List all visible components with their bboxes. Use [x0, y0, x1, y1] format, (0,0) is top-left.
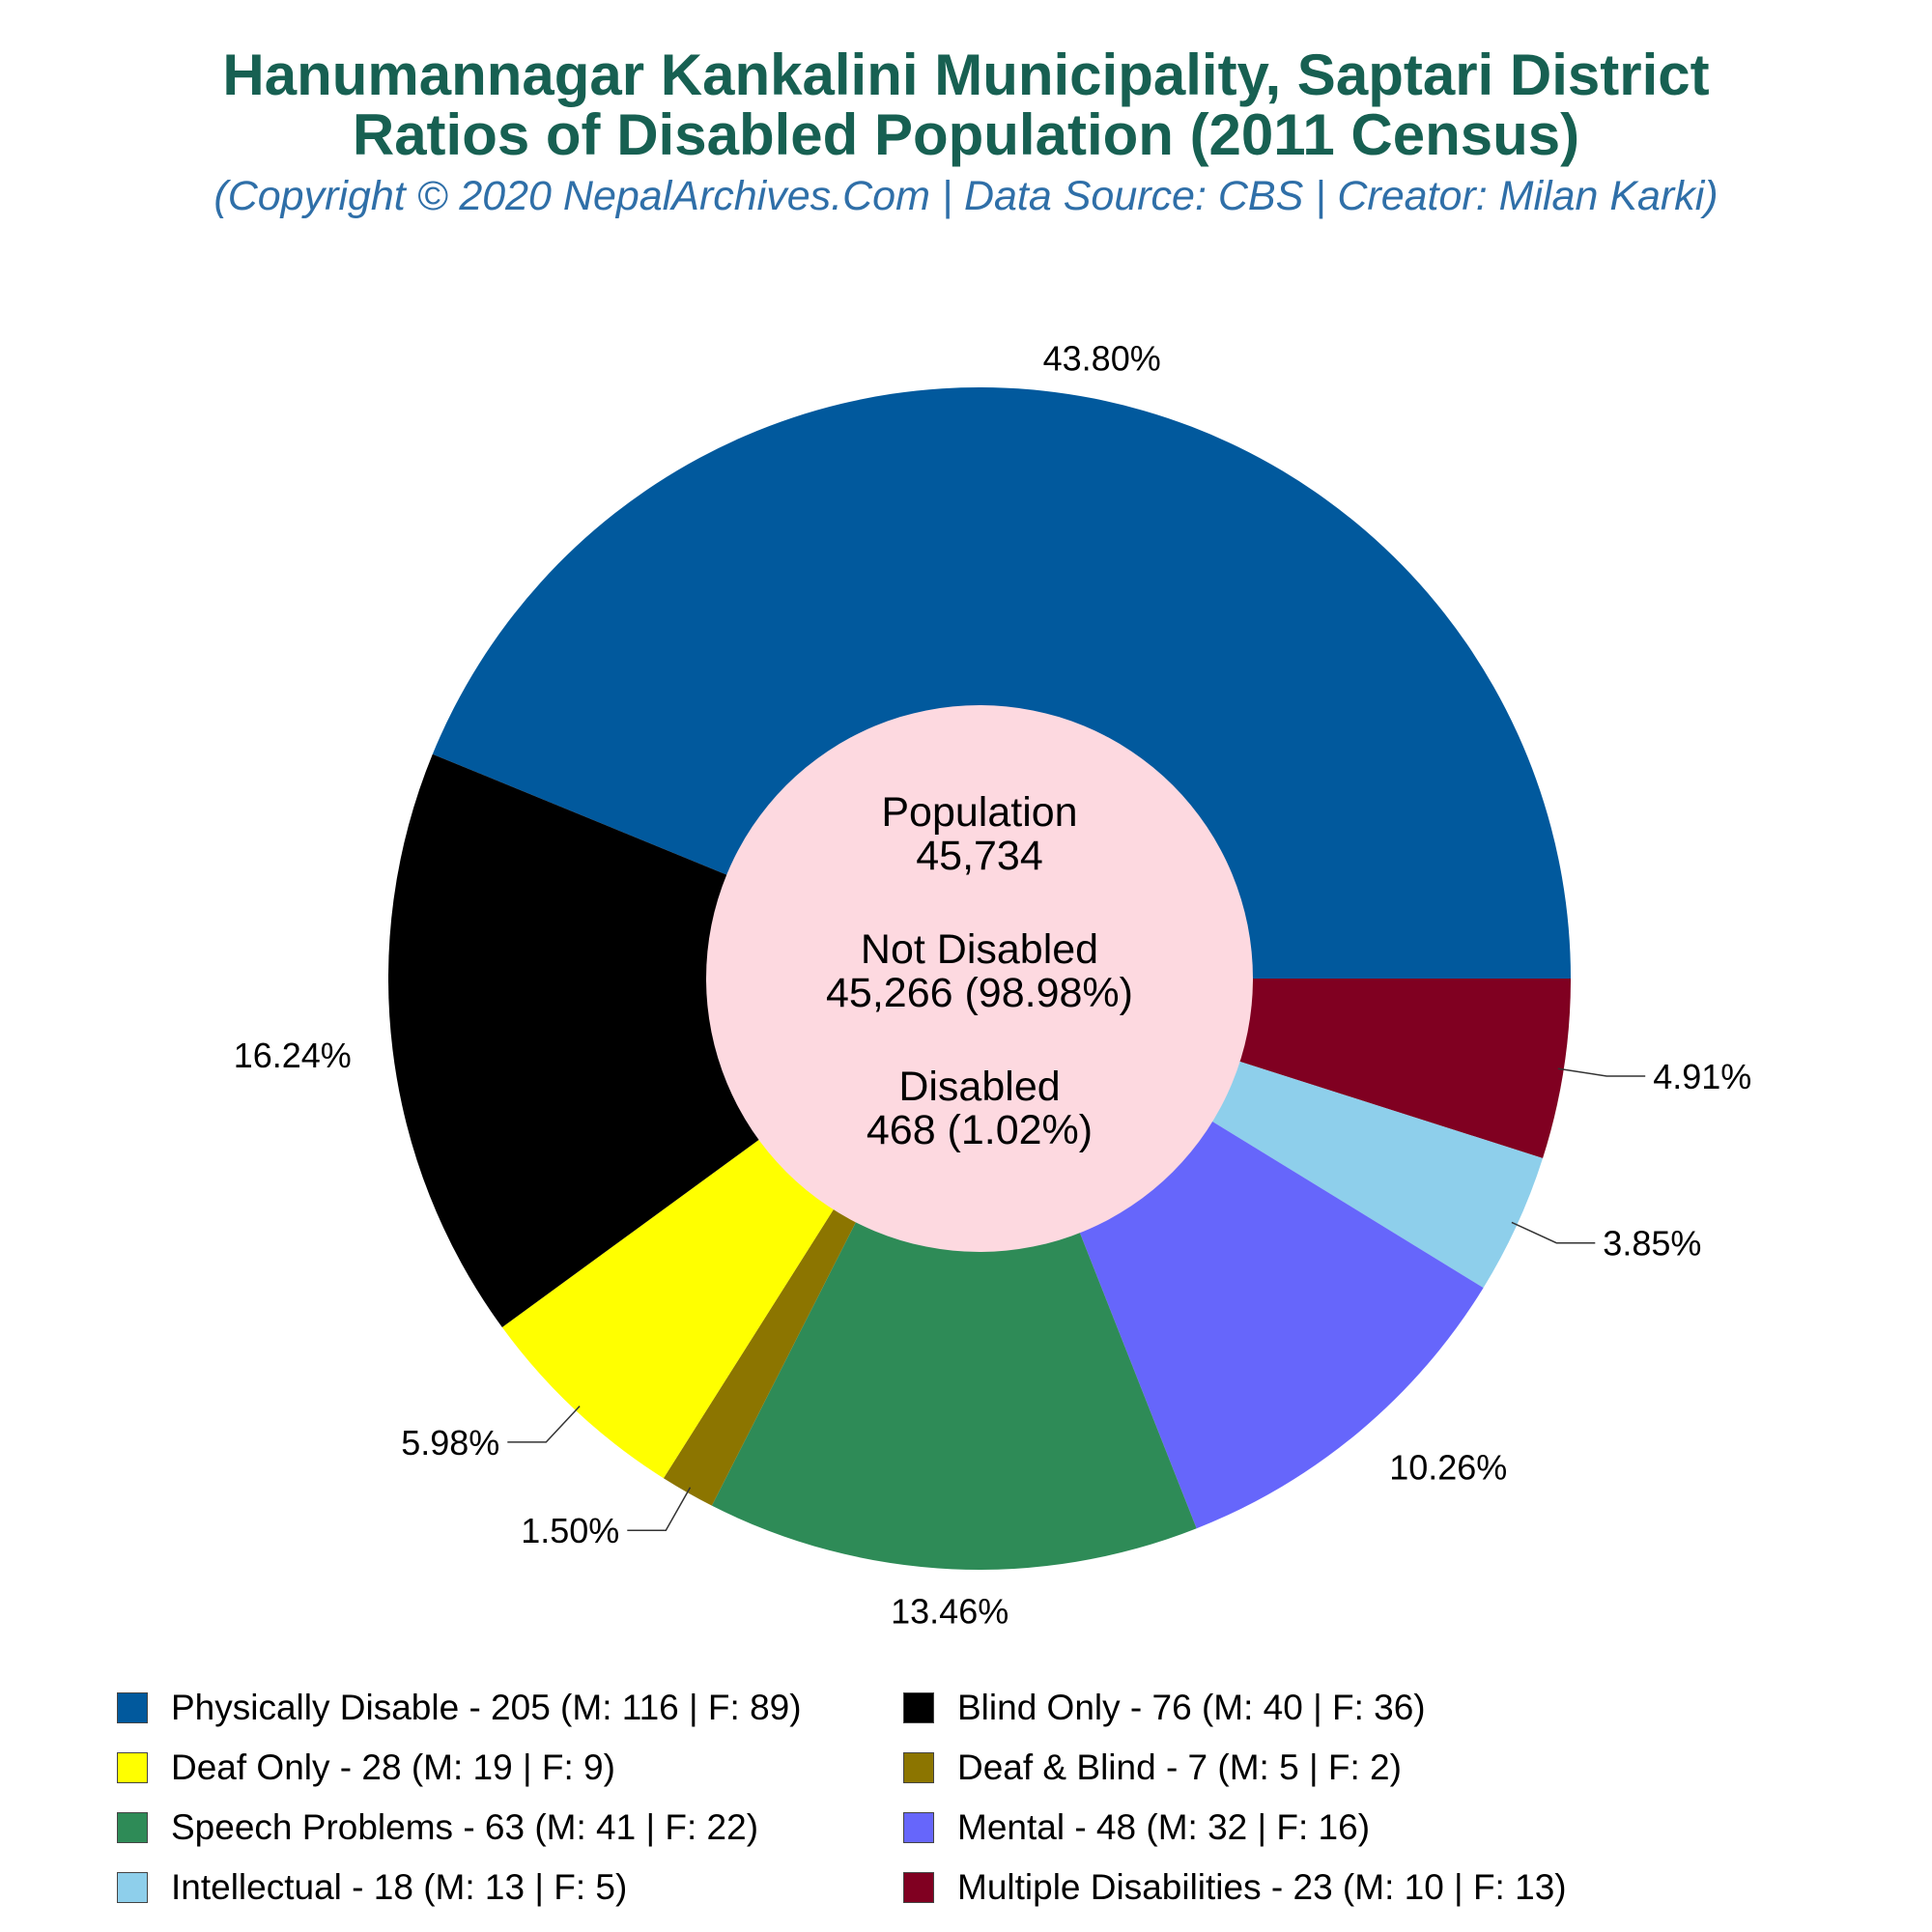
center-not-disabled-label: Not Disabled: [860, 926, 1099, 973]
legend-label: Multiple Disabilities - 23 (M: 10 | F: 13): [957, 1867, 1567, 1907]
chart-subtitle: (Copyright © 2020 NepalArchives.Com | Data Source: CBS | Creator: Milan Karki): [213, 173, 1719, 219]
center-population-value: 45,734: [916, 833, 1043, 879]
legend-label: Mental - 48 (M: 32 | F: 16): [957, 1807, 1371, 1847]
center-disabled-label: Disabled: [898, 1064, 1061, 1110]
percent-label-speech-problems: 13.46%: [891, 1591, 1009, 1632]
legend-label: Physically Disable - 205 (M: 116 | F: 89): [171, 1688, 802, 1727]
percent-label-blind-only: 16.24%: [233, 1036, 352, 1075]
percent-label-physically-disable: 43.80%: [1042, 338, 1161, 379]
legend-label: Blind Only - 76 (M: 40 | F: 36): [957, 1688, 1426, 1727]
leader-line-multiple-disabilities: [1558, 1068, 1645, 1076]
percent-label-deaf-blind: 1.50%: [521, 1511, 620, 1551]
leader-line-deaf-only: [507, 1406, 580, 1442]
leader-line-deaf-blind: [627, 1488, 690, 1530]
percent-label-multiple-disabilities: 4.91%: [1653, 1057, 1752, 1096]
center-not-disabled-value: 45,266 (98.98%): [826, 970, 1133, 1016]
chart-title-line1: Hanumannagar Kankalini Municipality, Saptari District: [222, 43, 1710, 107]
legend-label: Deaf Only - 28 (M: 19 | F: 9): [171, 1747, 615, 1787]
center-disabled-value: 468 (1.02%): [866, 1107, 1094, 1153]
legend-label: Intellectual - 18 (M: 13 | F: 5): [171, 1867, 628, 1907]
percent-label-intellectual: 3.85%: [1603, 1223, 1702, 1264]
legend-label: Speech Problems - 63 (M: 41 | F: 22): [171, 1807, 759, 1847]
leader-line-intellectual: [1512, 1222, 1595, 1242]
percent-label-mental: 10.26%: [1389, 1447, 1508, 1488]
chart-title-line2: Ratios of Disabled Population (2011 Census): [352, 102, 1580, 167]
center-population-label: Population: [881, 789, 1078, 836]
legend-label: Deaf & Blind - 7 (M: 5 | F: 2): [957, 1747, 1402, 1787]
percent-label-deaf-only: 5.98%: [401, 1422, 500, 1463]
